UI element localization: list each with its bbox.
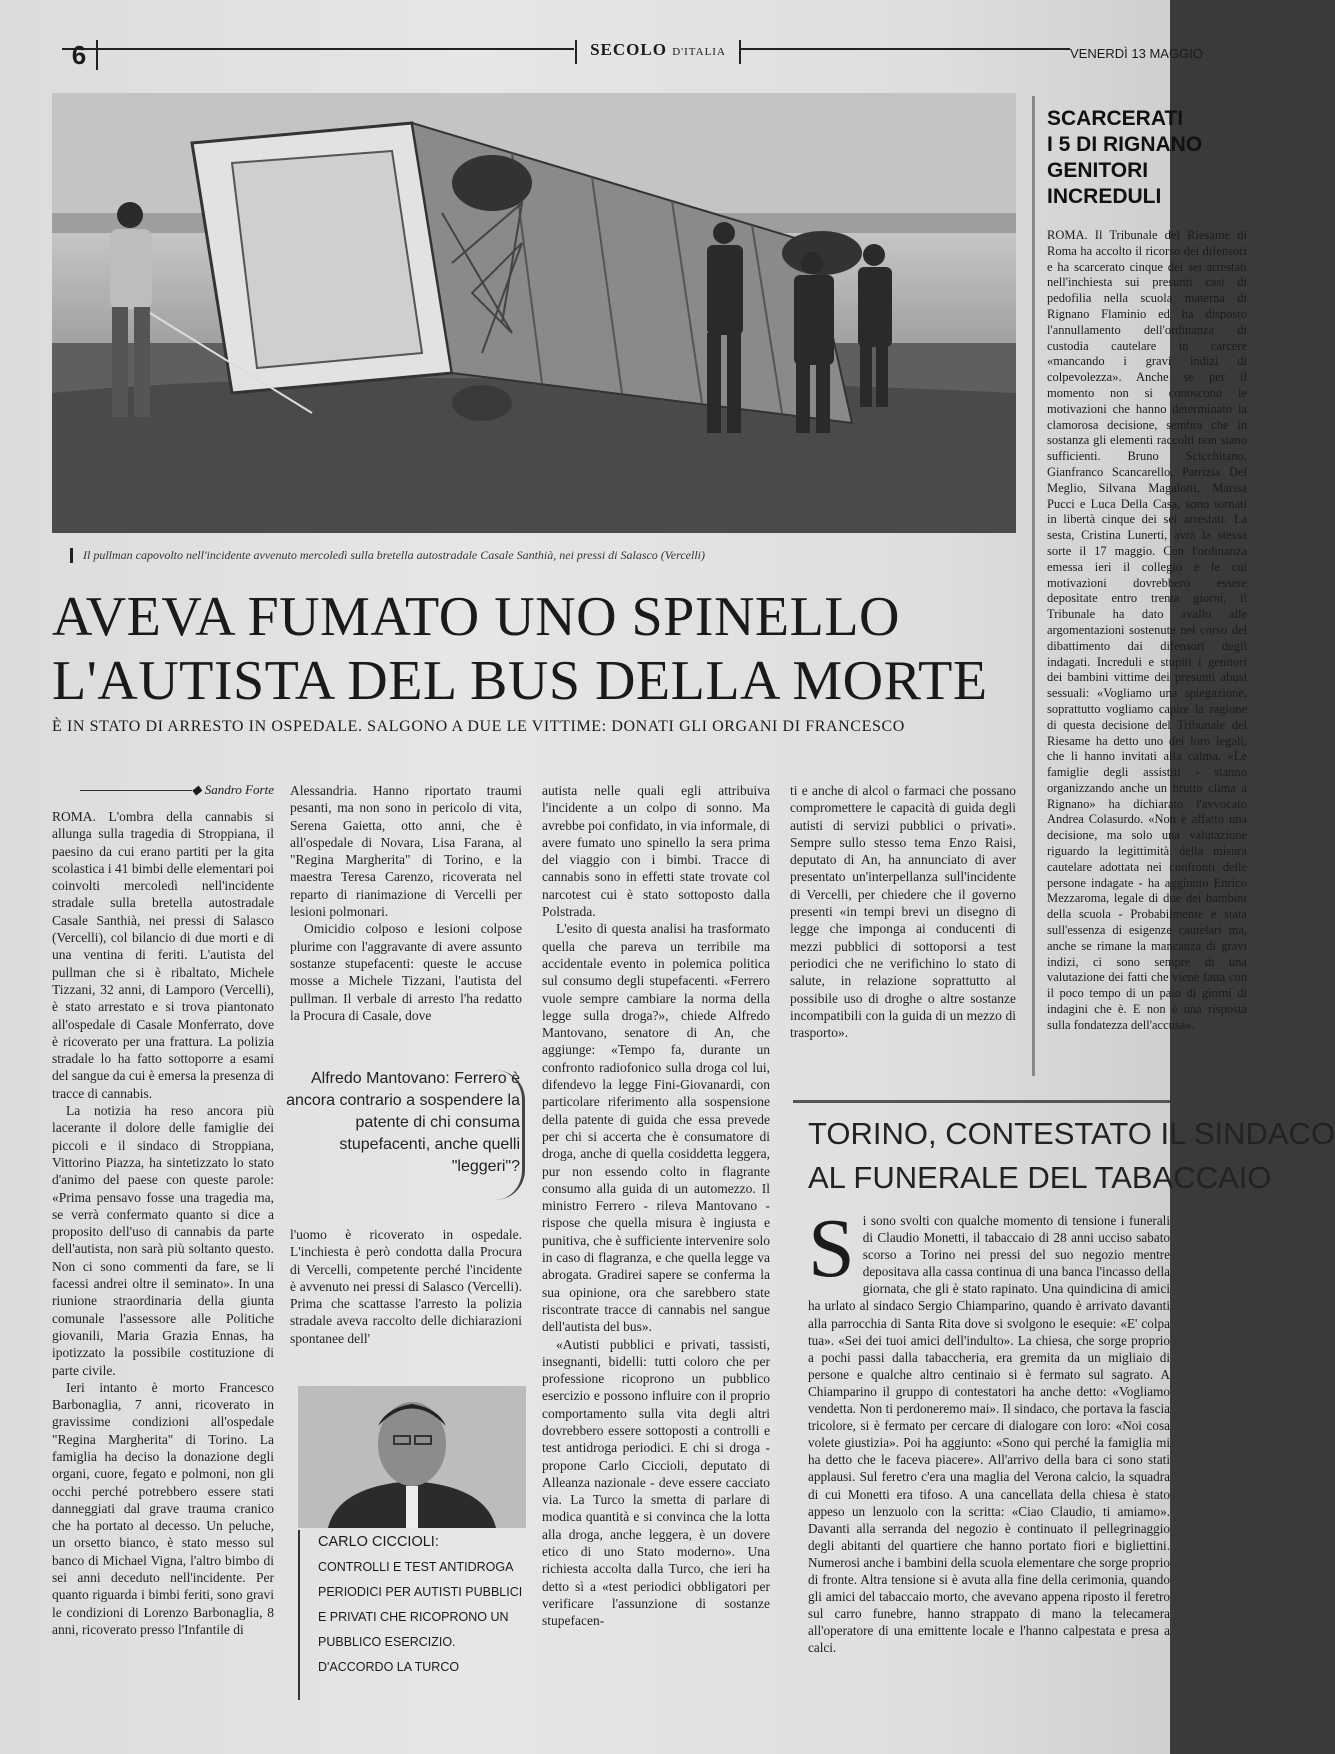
headline-line-1: AVEVA FUMATO UNO SPINELLO (52, 586, 900, 648)
paragraph: L'esito di questa analisi ha trasformato quella che pareva un terribile ma accidentale evento in polemica politica sul consumo degli stupefacenti. «Ferrero vuole sempre cambiare la norma della legge sulla droga?», chiede Alfredo Mantovano, senatore di An, che aggiunge: «Tempo fa, durante un confronto radiofonico sulla droga col lui, difendevo la legge Fini-Giovanardi, con particolare riferimento alla sospensione della patente di guida che essa prevede per chi si accerta che è consumatore di droga, anche di quella cosiddetta leggera, pur non essendo colto in flagrante consumo alla guida di un automezzo. Il ministro Ferrero - rileva Mantovano - rispose che quella misura è ingiusta e punitiva, che è sufficiente intervenire solo in caso di flagranza, e che quella legge va abrogata. Gradirei sapere se conferma la sua opinione, ora che sarebbero state riscontrate tracce di cannabis nel sangue dell'autista del bus». (542, 921, 770, 1335)
paragraph: autista nelle quali egli attribuiva l'incidente a un colpo di sonno. Ma avrebbe poi confidato, in via informale, di avere fumato uno spinello la sera prima del viaggio con i bimbi. Tracce di cannabis sono in effetti state trovate col narcotest cui è stato sottoposto dalla Polstrada. (542, 783, 770, 920)
header-rule-left (62, 48, 574, 50)
paragraph: Ieri intanto è morto Francesco Barbonaglia, 7 anni, ricoverato in gravissime condizioni all'ospedale "Regina Margherita" di Torino. La famiglia ha deciso la donazione degli organi, cuore, fegato e polmoni, non gli occhi perché potrebbero essere stati danneggiati dal grave trauma cranico che ha portato al decesso. Un peluche, un orsetto bianco, è stato messo sul banco di Michael Vigna, l'altro bimbo di sei anni deceduto nell'incidente. Per quanto riguarda i bimbi feriti, sono gravi le condizioni di Lorenzo Barbonaglia, 8 anni, ricoverato presso l'Infantile di (52, 1379, 274, 1637)
sidebar-body: ROMA. Il Tribunale del Riesame di Roma ha accolto il ricorso dei difensori e ha scarcerato cinque dei sei arrestati nell'inchiesta sui presunti casi di pedofilia nella scuola materna di Rignano Flaminio ed ha disposto l'annullamento dell'ordinanza di custodia cautelare in carcere «mancando i gravi indizi di colpevolezza». Anche se per il momento non si conoscono le motivazioni che hanno determinato la clamorosa decisione, sembra che in sostanza gli elementi raccolti non siano sufficienti. Bruno Scicchitano, Gianfranco Scancarello, Patrizia Del Meglio, Silvana Magalotti, Marisa Pucci e Luca Della Casa, sono tornati in libertà cinque dei sei arrestati. La sesta, Cristina Lunerti, avrà la stessa sorte il 17 maggio. Con l'ordinanza emessa ieri il collegio e le cui motivazioni dovrebbero essere depositate entro trenta giorni, il Tribunale ha dato avallo alle argomentazioni sostenute nel corso del dibattimento dai difensori degli indagati. Increduli e stupiti i genitori dei bambini vittime dei presunti abusi sessuali: «Vogliamo una spiegazione, soprattutto vogliamo capire la ragione di questa decisione del Tribunale del Riesame ha detto uno dei loro legali, che li hanno invitati alla calma. «Le famiglie degli assistiti - stanno organizzando anche un brutto clima a Rignano» ha dichiarato l'avvocato Andrea Colasurdo. «Non è affatto una decisione, ma solo una valutazione riguardo la legittimità della misura cautelare adottata nei confronti delle persone indagate - ha aggiunto Enrico Mezzaroma, legale di due dei bambini della scuola - Probabilmente è stata sull'essenza di esigenze cautelari ma, anche se rimane la mancanza di gravi indizi, ci sono sempre di una valutazione dei fatti che viene fatta con il poco tempo di un paio di giorni di indagini che è. E non è una risposta sulla fondatezza dell'accusa». (1047, 228, 1247, 1032)
article-column-4 (790, 782, 1016, 1041)
portrait-illustration (298, 1386, 526, 1528)
sidebar-headline-line: I 5 DI RIGNANO (1047, 133, 1203, 156)
paragraph: Omicidio colposo e lesioni colpose plurime con l'aggravante di avere assunto sostanze stupefacenti: queste le accuse mosse a Michele Tizzani, l'autista del pullman. Il verbale di arresto l'ha redatto la Procura di Casale, dove (290, 921, 522, 1023)
sidebar-headline-line: INCREDULI (1047, 185, 1162, 208)
masthead-suffix: D'ITALIA (672, 46, 726, 58)
sidebar-headline (1047, 106, 1203, 210)
paragraph: ti e anche di alcol o farmaci che possano compromettere le capacità di guida degli autisti di servizi pubblici o privati». Sempre sullo stesso tema Enzo Raisi, deputato di An, ha annunciato di aver presentato un'interpellanza sull'incidente di Vercelli, per chiedere che il governo presenti «in tempi brevi un disegno di legge che imponga ai conducenti di mezzi pubblici di sottoporsi a test periodici che ne verifichino lo stato di salute, in relazione soprattutto al possibile uso di droghe o altre sostanze incompatibili con la guida di un mezzo di trasporto». (790, 783, 1016, 1041)
torino-headline-line-2: AL FUNERALE DEL TABACCAIO (808, 1160, 1272, 1195)
portrait-caption-name: CARLO CICCIOLI: (318, 1534, 439, 1550)
paragraph: ROMA. L'ombra della cannabis si allunga sulla tragedia di Stroppiana, il paesino da cui erano partiti per la gita scolastica i 41 bimbi delle elementari poi coinvolti mercoledì nell'incidente stradale sulla bretella autostradale Casale Santhià, nei pressi di Salasco (Vercelli), col bilancio di due morti e di una ventina di feriti. L'autista del pullman che si è ribaltato, Michele Tizzani, 32 anni, di Lamporo (Vercelli), è stato arrestato e si trova piantonato all'ospedale di Casale Monferrato, dove è ricoverato per una frattura. La polizia stradale lo ha fatto sottoporre a esami del sangue da cui è emersa la presenza di tracce di cannabis. (52, 809, 274, 1101)
byline: ◆ Sandro Forte (52, 782, 274, 798)
pull-quote-brace (492, 1070, 525, 1200)
paragraph: «Autisti pubblici e privati, tassisti, insegnanti, bidelli: tutti coloro che per professione ricoprono un pubblico esercizio e possono influire con il proprio comportamento sulla vita degli altri dovrebbero essere sottoposti a controlli e test antidroga periodici. E chi si droga - propone Carlo Ciccioli, deputato di Alleanza nazionale - deve essere cacciato via. La Turco la smetta di parlare di modica quantità e si convinca che la lotta alla droga, anche leggera, è un dovere etico di uno Stato moderno». Una richiesta accolta dalla Turco, che ieri ha detto sì a «test periodici obbligatori per verificare l'assunzione di sostanze stupefacen- (542, 1336, 770, 1629)
torino-headline-line-1: TORINO, CONTESTATO IL SINDACO (808, 1116, 1335, 1151)
carlo-ciccioli-portrait (298, 1386, 526, 1528)
pull-quote: Alfredo Mantovano: Ferrero è ancora contrario a sospendere la patente di chi consuma stupefacenti, anche quelli "leggeri"? (286, 1070, 520, 1175)
page-number: 6 (62, 40, 98, 70)
portrait-caption (298, 1530, 526, 1700)
sidebar-headline-line: GENITORI (1047, 159, 1149, 182)
photo-caption: Il pullman capovolto nell'incidente avvenuto mercoledì sulla bretella autostradale Casale Santhià, nei pressi di Salasco (Vercelli) (70, 548, 1023, 563)
sidebar-headline-line: SCARCERATI (1047, 107, 1184, 130)
bus-accident-photo (52, 93, 1016, 533)
drop-cap: S (808, 1202, 855, 1295)
headline-line-2: L'AUTISTA DEL BUS DELLA MORTE (52, 650, 988, 712)
sidebar-story (1032, 96, 1247, 1076)
bus-accident-illustration (52, 93, 1016, 533)
paragraph: Alessandria. Hanno riportato traumi pesanti, ma non sono in pericolo di vita, Serena Gaietta, otto anni, che è all'ospedale di Novara, Lisa Farana, al "Regina Margherita" di Torino, e la maestra Teresa Carenzo, ricoverata nel reparto di rianimazione di Vercelli per lesioni polmonari. (290, 783, 522, 920)
masthead-title: SECOLO (590, 40, 667, 59)
article-subheadline: È IN STATO DI ARRESTO IN OSPEDALE. SALGONO A DUE LE VITTIME: DONATI GLI ORGANI DI FRANCESCO (52, 718, 905, 735)
paragraph: La notizia ha reso ancora più lacerante il dolore delle famiglie dei piccoli e il sindaco di Stroppiana, Vittorino Piazza, ha sintetizzato lo stato d'animo del paese con queste parole: «Prima pensavo fosse una tragedia ma, se verrà confermato quanto si dice a proposito dell'uso di cannabis da parte dell'autista, non sarà più soltanto questo. Non ci sono commenti da fare, se li facessi andrei oltre il seminato». In una riunione straordinaria della giunta comunale l'assessore alle Politiche giovanili, Maria Grazia Ennas, ha ipotizzato la possibile costituzione di parte civile. (52, 1103, 274, 1378)
torino-headline (808, 1112, 1335, 1200)
portrait-caption-text: CONTROLLI E TEST ANTIDROGA PERIODICI PER AUTISTI PUBBLICI E PRIVATI CHE RICOPRONO UN PUBBLICO ESERCIZIO. D'ACCORDO LA TURCO (318, 1560, 523, 1674)
article-column-2 (290, 782, 522, 1024)
article-column-3 (542, 782, 770, 1630)
paragraph: l'uomo è ricoverato in ospedale. L'inchiesta è però condotta dalla Procura di Vercelli, competente perché l'incidente è avvenuto nei pressi di Salasco (Vercelli). Prima che scattasse l'arresto la polizia stradale aveva raccolto delle dichiarazioni spontanee dell' (290, 1227, 522, 1346)
torino-body (808, 1202, 1170, 1742)
author-name: Sandro Forte (204, 782, 274, 797)
header-rule-right (740, 48, 1070, 50)
issue-date: VENERDÌ 13 MAGGIO (1070, 46, 1203, 61)
masthead (575, 40, 741, 64)
article-column-2-continued (290, 1226, 522, 1347)
article-column-1 (52, 808, 274, 1638)
article-headline (52, 585, 1017, 713)
torino-text: i sono svolti con qualche momento di tensione i funerali di Claudio Monetti, il tabaccaio di 28 anni ucciso sabato scorso a Torino nei pressi del suo negozio mentre depositava alla cassa continua di una banca l'incasso della giornata, che gli è stato rapinato. Una quindicina di amici ha urlato al sindaco Sergio Chiamparino, quando è arrivato davanti alla parrocchia di Santa Rita dove si svolgono le esequie: «E' colpa tua». «Sei dei tuoi amici dell'indulto». La chiesa, che sorge proprio a pochi passi dalla tabaccheria, era gremita da un migliaio di persone e qualche altro centinaio si è fermato sul sagrato. A Chiamparino il gruppo di contestatori ha anche detto: «Vogliamo vendetta. Non ti perdoneremo mai». Il sindaco, che portava la fascia tricolore, si è fermato per cercare di dialogare con loro: «Noi cosa volete giustizia». Poi ha aggiunto: «Sono qui perché la famiglia mi ha detto che le faceva piacere». All'arrivo della bara ci sono stati applausi. Sul feretro c'era una maglia del Verona calcio, la squadra di cui Monetti era tifoso. A una cancellata della chiesa è stato appeso un lenzuolo con la scritta: «Ciao Claudio, ti amiamo». Davanti alla serranda del negozio è continuato il pellegrinaggio degli abitanti del quartiere che hanno portato fiori e bigliettini. Numerosi anche i bambini della scuola elementare che sorge proprio di fronte. Altra tensione si è avuta alla fine della cerimonia, quando gli amici del tabaccaio morto, che avevano appena riposto il feretro sul carro funebre, hanno strappato di mano la telecamera all'operatore di una emittente locale e l'hanno calpestata e presa a calci. (808, 1213, 1170, 1656)
torino-story-rule (793, 1100, 1170, 1103)
